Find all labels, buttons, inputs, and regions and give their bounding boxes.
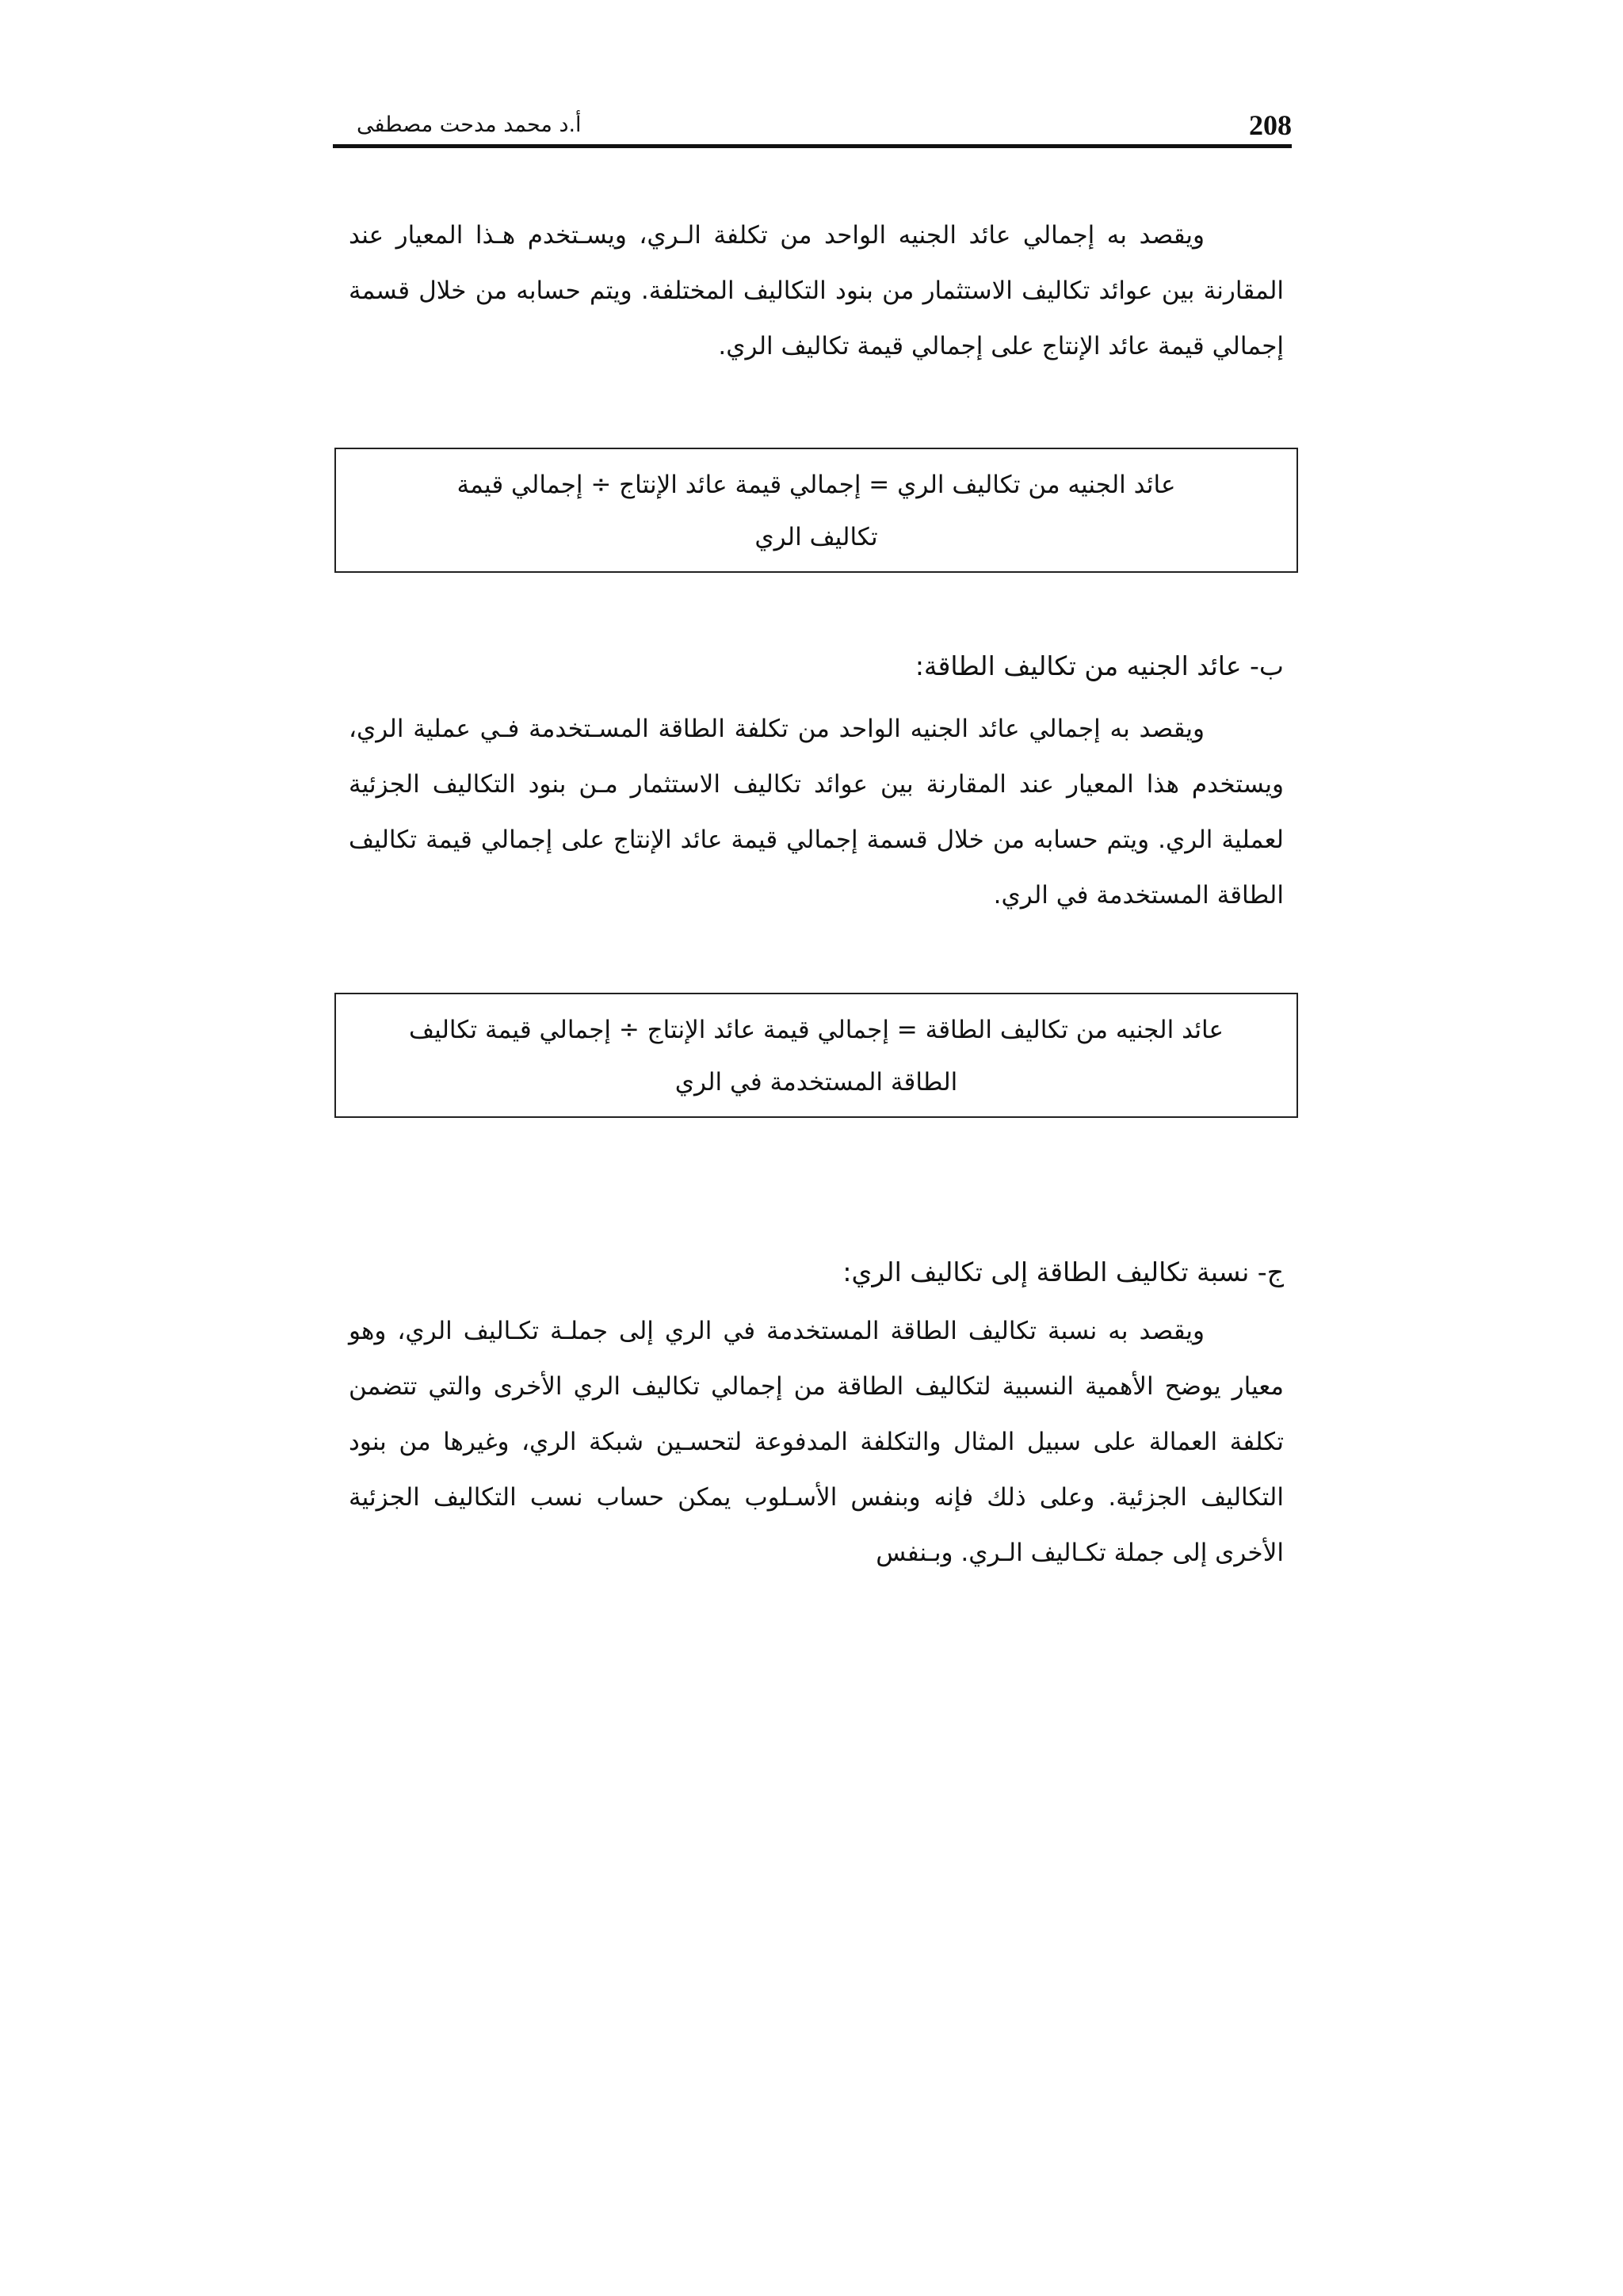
- section-c-heading: ج- نسبة تكاليف الطاقة إلى تكاليف الري:: [842, 1257, 1284, 1287]
- section-b-paragraph: ويقصد به إجمالي عائد الجنيه الواحد من تكلفة الطاقة المسـتخدمة فـي عملية الري، ويستخدم هذا المعيار عند المقارنة بين عوائد تكاليف الاستثمار مـن بنود التكاليف الجزئية لعملية الري. ويتم حسابه من خلال قسمة إجمالي قيمة عائد الإنتاج على إجمالي قيمة تكاليف الطاقة المستخدمة في الري.: [349, 715, 1284, 910]
- section-b-formula-line1: عائد الجنيه من تكاليف الطاقة = إجمالي قيمة عائد الإنتاج ÷ إجمالي قيمة تكاليف: [409, 1016, 1224, 1044]
- page-number: 208: [1249, 109, 1292, 141]
- section-b-formula-line2: الطاقة المستخدمة في الري: [674, 1068, 958, 1097]
- section-b-heading: ب- عائد الجنيه من تكاليف الطاقة:: [915, 650, 1284, 681]
- section-c-paragraph: ويقصد به نسبة تكاليف الطاقة المستخدمة في الري إلى جملـة تكـاليف الري، وهو معيار يوضح الأهمية النسبية لتكاليف الطاقة من إجمالي تكاليف الري الأخرى والتي تتضمن تكلفة العمالة على سبيل المثال والتكلفة المدفوعة لتحسـين شبكة الري، وغيرها من بنود التكاليف الجزئية. وعلى ذلك فإنه وبنفس الأسـلوب يمكن حساب نسب التكاليف الجزئية الأخرى إلى جملة تكـاليف الـري. وبـنفس: [349, 1317, 1284, 1567]
- page-header: [333, 101, 1292, 149]
- section-a-paragraph: ويقصد به إجمالي عائد الجنيه الواحد من تكلفة الـري، ويسـتخدم هـذا المعيار عند المقارنة بين عوائد تكاليف الاستثمار من بنود التكاليف المختلفة. ويتم حسابه من خلال قسمة إجمالي قيمة عائد الإنتاج على إجمالي قيمة تكاليف الري.: [349, 221, 1284, 360]
- section-a-paragraph-block: [349, 208, 1284, 374]
- section-c-paragraph-block: [349, 1303, 1284, 1581]
- section-a-formula-line2: تكاليف الري: [754, 523, 878, 551]
- section-b-formula-box: [334, 993, 1298, 1118]
- section-a-formula-line1: عائد الجنيه من تكاليف الري = إجمالي قيمة عائد الإنتاج ÷ إجمالي قيمة: [456, 471, 1176, 499]
- section-b-paragraph-block: [349, 701, 1284, 923]
- author-name: أ.د محمد مدحت مصطفى: [357, 113, 582, 137]
- section-a-formula-box: [334, 448, 1298, 573]
- header-rule: [333, 144, 1292, 148]
